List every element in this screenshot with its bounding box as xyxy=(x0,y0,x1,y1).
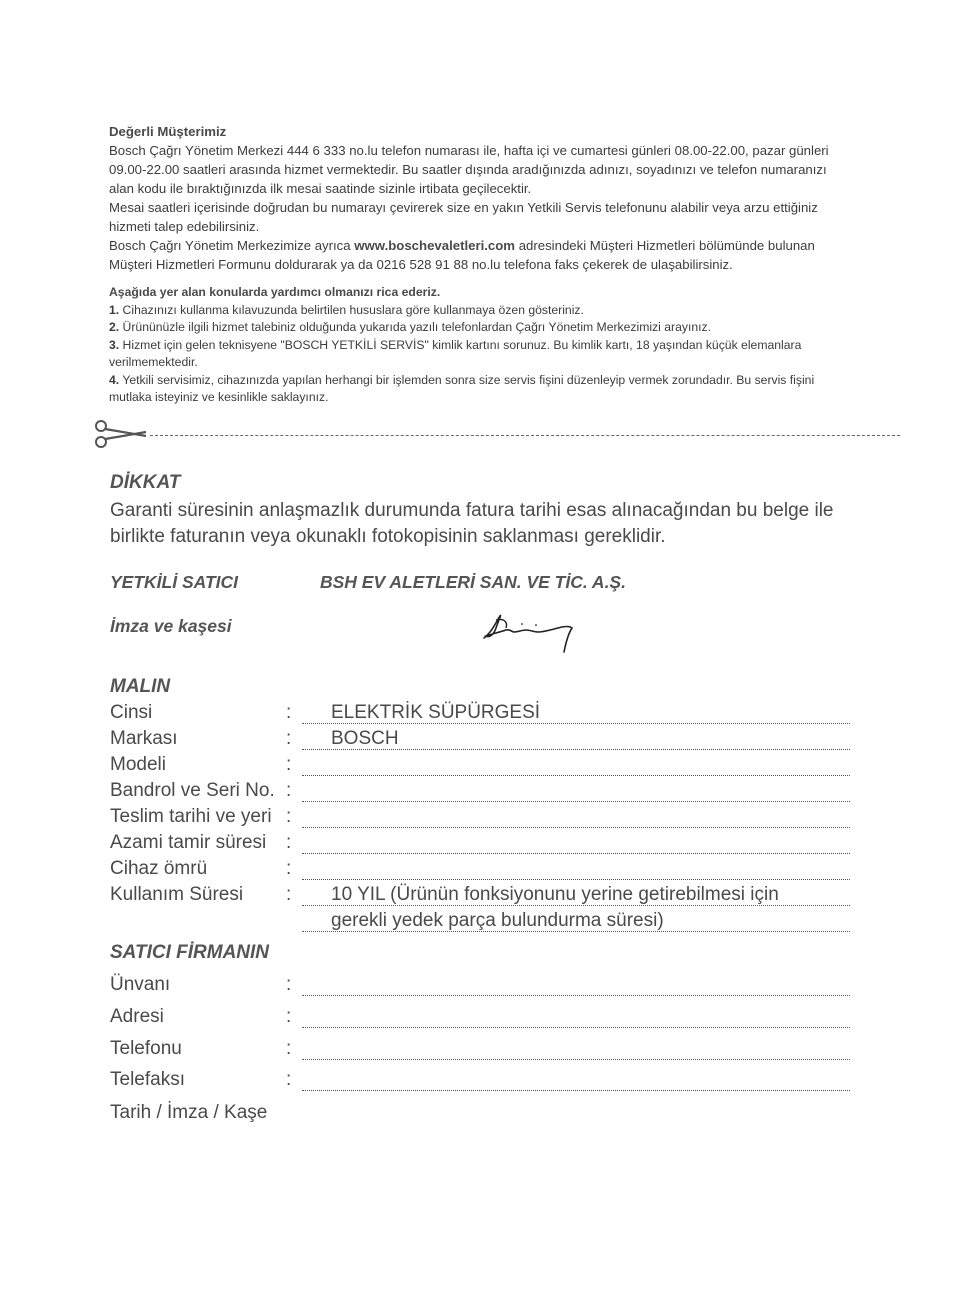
field-value[interactable]: BOSCH xyxy=(331,728,399,749)
seller-address-row: Adresi : xyxy=(110,1006,850,1032)
product-lifetime-row: Cihaz ömrü : xyxy=(110,858,850,884)
seller-firm-title: SATICI FİRMANIN xyxy=(110,942,270,963)
product-usage-row: Kullanım Süresi : 10 YIL (Ürünün fonksiyonunu yerine getirebilmesi için gerekli yedek parça bulundurma süresi) xyxy=(110,884,850,910)
product-repair-row: Azami tamir süresi : xyxy=(110,832,850,858)
field-label: Markası xyxy=(110,728,178,749)
attention-text: Garanti süresinin anlaşmazlık durumunda fatura tarihi esas alınacağından bu belge ile birlikte faturanın veya okunaklı fotokopisinin saklanması gereklidir. xyxy=(110,500,834,547)
website-link[interactable]: www.boschevaletleri.com xyxy=(354,238,516,253)
field-label: Modeli xyxy=(110,754,166,775)
website-paragraph: Bosch Çağrı Yönetim Merkezimize ayrıca www.boschevaletleri.com adresindeki Müşteri Hizmetleri bölümünde bulunan Müşteri Hizmetleri Formunu doldurarak ya da 0216 528 91 88 no.lu telefona faks çekerek de ulaşabilirsiniz. xyxy=(109,238,815,272)
help-request-section xyxy=(109,284,854,407)
cut-dashed-line xyxy=(150,435,900,436)
customer-info-section xyxy=(109,122,854,274)
call-center-paragraph: Bosch Çağrı Yönetim Merkezi 444 6 333 no.lu telefon numarası ile, hafta içi ve cumartesi günleri 08.00-22.00, pazar günleri 09.00-22.00 saatleri arasında hizmet vermektedir. Bu saatler dışında aradığınızda adınızı, soyadınızı ve telefon numaranızı alan kodu ile bıraktığınızda ilk mesai saatinde sizinle irtibata geçilecektir. xyxy=(109,143,829,196)
field-label: Cinsi xyxy=(110,702,153,723)
field-value[interactable] xyxy=(302,995,850,996)
signature-label: İmza ve kaşesi xyxy=(110,616,232,636)
field-value[interactable] xyxy=(302,1059,850,1060)
field-value[interactable] xyxy=(302,827,850,828)
field-value[interactable] xyxy=(302,775,850,776)
authorized-seller-label: YETKİLİ SATICI xyxy=(110,572,239,592)
help-item: 2. Ürününüzle ilgili hizmet talebiniz olduğunda yukarıda yazılı telefonlardan Çağrı Yönetim Merkezimizi arayınız. xyxy=(109,320,712,334)
help-item: 1. Cihazınızı kullanma kılavuzunda belirtilen hususlara göre kullanmaya özen gösteriniz. xyxy=(109,302,584,317)
product-brand-row: Markası : BOSCH xyxy=(110,728,850,754)
product-type-row: Cinsi : ELEKTRİK SÜPÜRGESİ xyxy=(110,702,850,728)
field-value[interactable] xyxy=(302,1090,850,1091)
seller-phone-row: Telefonu : xyxy=(110,1038,850,1064)
field-label: Ünvanı xyxy=(110,974,171,995)
service-paragraph: Mesai saatleri içerisinde doğrudan bu numarayı çevirerek size en yakın Yetkili Servis telefonunu alabilir veya arzu ettiğiniz hizmeti talep edebilirsiniz. xyxy=(109,200,818,234)
handwritten-signature xyxy=(478,608,578,656)
seller-title-row: Ünvanı : xyxy=(110,974,850,1000)
help-item: 3. Hizmet için gelen teknisyene "BOSCH YETKİLİ SERVİS" kimlik kartını sorunuz. Bu kimlik kartı, 18 yaşından küçük elemanlara verilmemektedir. xyxy=(109,337,802,369)
field-label: Teslim tarihi ve yeri xyxy=(110,806,272,827)
field-label: Telefonu xyxy=(110,1038,182,1059)
product-delivery-row: Teslim tarihi ve yeri : xyxy=(110,806,850,832)
help-item: 4. Yetkili servisimiz, cihazınızda yapılan herhangi bir işlemden sonra size servis fişini düzenleyip vermek zorundadır. Bu servis fişini mutlaka isteyiniz ve kesinlikle saklayınız. xyxy=(109,372,815,404)
field-value[interactable]: ELEKTRİK SÜPÜRGESİ xyxy=(331,702,541,723)
field-value[interactable] xyxy=(302,879,850,880)
product-section-title: MALIN xyxy=(110,676,171,697)
field-value[interactable]: 10 YIL (Ürünün fonksiyonunu yerine getirebilmesi için xyxy=(331,884,779,905)
attention-title: DİKKAT xyxy=(110,472,181,493)
product-model-row: Modeli : xyxy=(110,754,850,780)
field-label: Telefaksı xyxy=(110,1069,185,1090)
field-label: Adresi xyxy=(110,1006,164,1027)
date-signature-stamp-label: Tarih / İmza / Kaşe xyxy=(110,1102,268,1123)
company-name: BSH EV ALETLERİ SAN. VE TİC. A.Ş. xyxy=(320,572,626,592)
customer-greeting: Değerli Müşterimiz xyxy=(109,124,227,139)
cut-line xyxy=(92,418,900,450)
field-label: Bandrol ve Seri No. xyxy=(110,780,275,801)
field-value[interactable] xyxy=(302,801,850,802)
field-value-continued[interactable]: gerekli yedek parça bulundurma süresi) xyxy=(331,910,664,931)
help-title: Aşağıda yer alan konularda yardımcı olmanızı rica ederiz. xyxy=(109,285,441,299)
field-value[interactable] xyxy=(302,1027,850,1028)
seller-fax-row: Telefaksı : xyxy=(110,1069,850,1095)
scissors-icon xyxy=(92,418,150,450)
field-label: Kullanım Süresi xyxy=(110,884,244,905)
field-label: Azami tamir süresi xyxy=(110,832,267,853)
product-serial-row: Bandrol ve Seri No. : xyxy=(110,780,850,806)
field-label: Cihaz ömrü xyxy=(110,858,208,879)
field-value[interactable] xyxy=(302,853,850,854)
